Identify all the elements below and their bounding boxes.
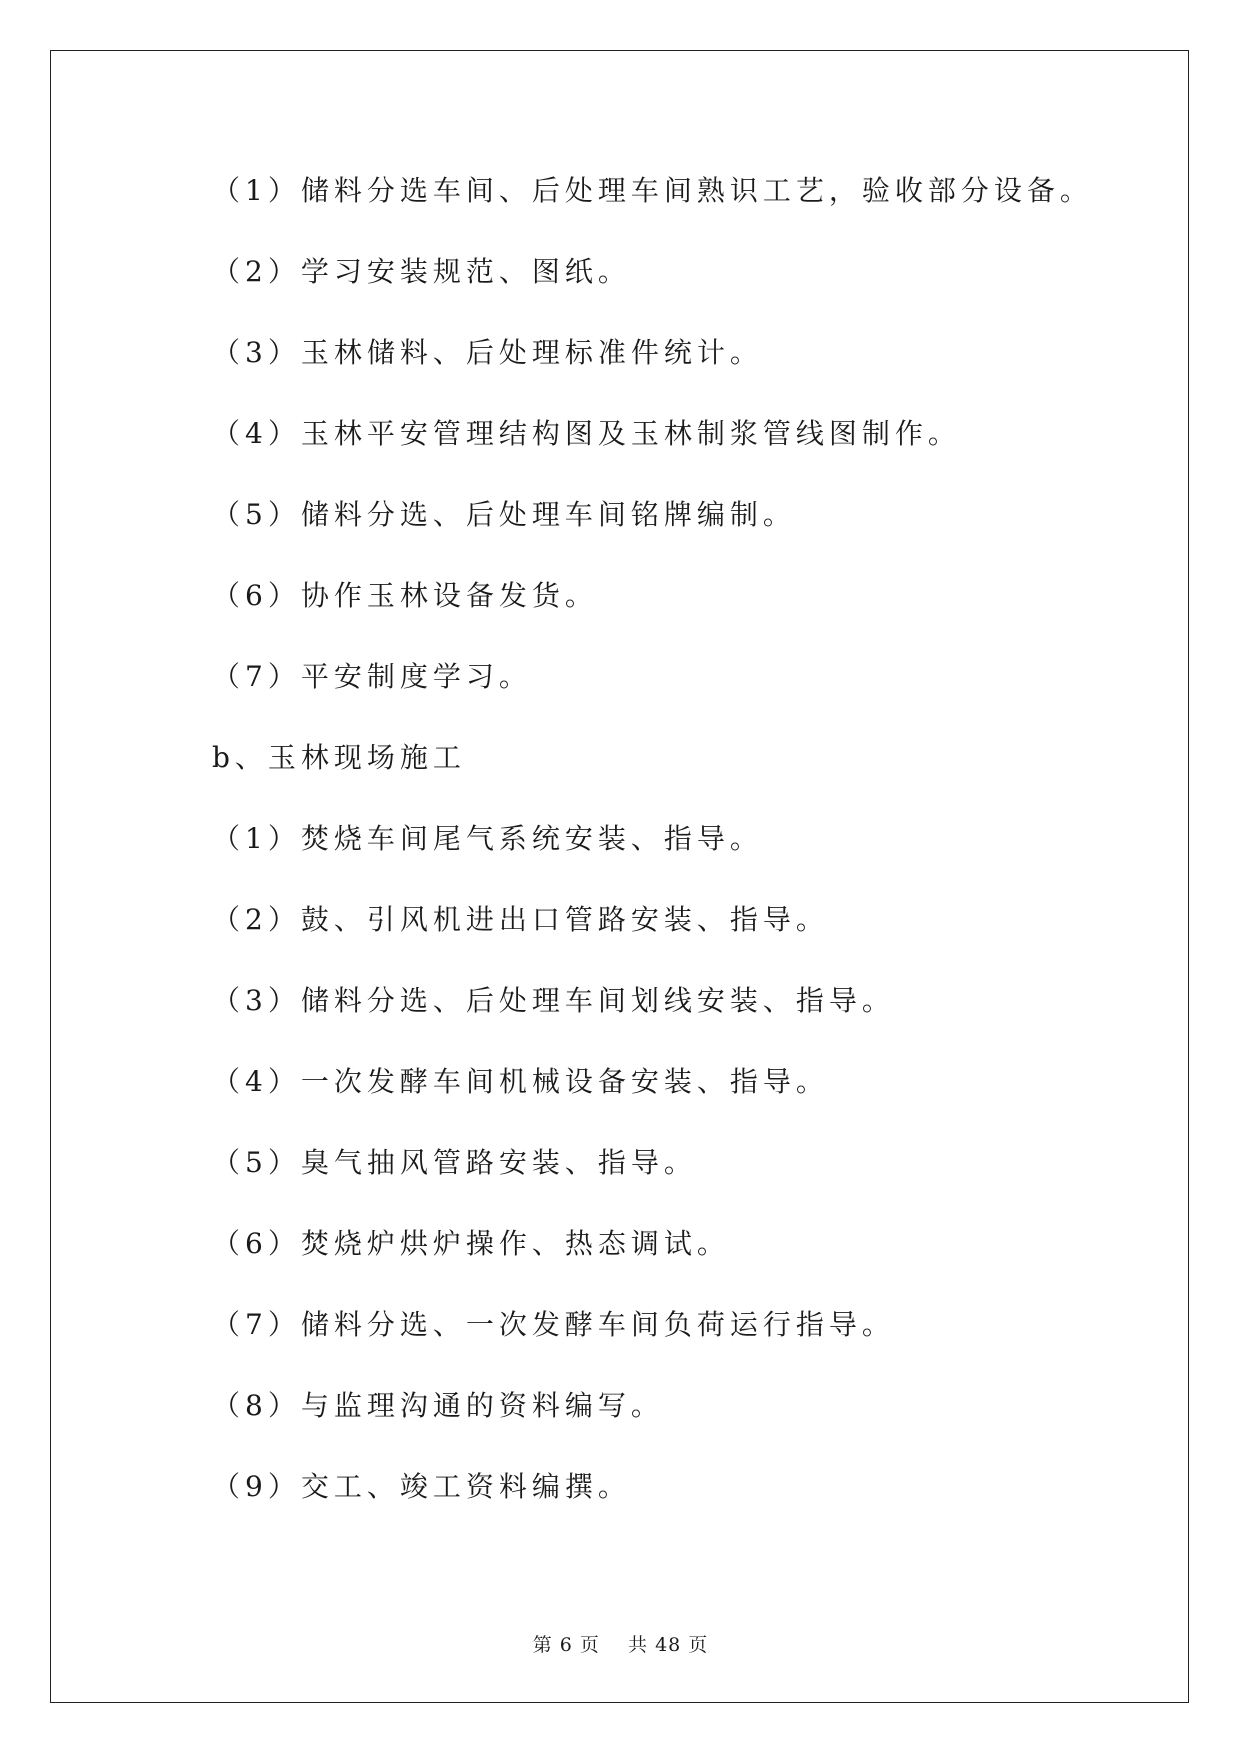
list-item: （2）鼓、引风机进出口管路安装、指导。: [212, 903, 829, 936]
list-item: （1）储料分选车间、后处理车间熟识工艺，验收部分设备。: [212, 174, 1093, 207]
list-item: （9）交工、竣工资料编撰。: [212, 1470, 631, 1503]
list-item: （2）学习安装规范、图纸。: [212, 255, 631, 288]
list-item: （5）储料分选、后处理车间铭牌编制。: [212, 498, 796, 531]
list-item: （7）储料分选、一次发酵车间负荷运行指导。: [212, 1308, 895, 1341]
list-item: （6）协作玉林设备发货。: [212, 579, 598, 612]
page-number: 第 6 页 共 48 页: [532, 1634, 709, 1656]
list-item: （8）与监理沟通的资料编写。: [212, 1389, 664, 1422]
list-item: （4）玉林平安管理结构图及玉林制浆管线图制作。: [212, 417, 961, 450]
list-item: （5）臭气抽风管路安装、指导。: [212, 1146, 697, 1179]
list-item: （3）储料分选、后处理车间划线安装、指导。: [212, 984, 895, 1017]
page-border: [50, 50, 1189, 1703]
list-item: （4）一次发酵车间机械设备安装、指导。: [212, 1065, 829, 1098]
list-item: （6）焚烧炉烘炉操作、热态调试。: [212, 1227, 730, 1260]
list-item: （7）平安制度学习。: [212, 660, 532, 693]
list-item: （1）焚烧车间尾气系统安装、指导。: [212, 822, 763, 855]
list-item: （3）玉林储料、后处理标准件统计。: [212, 336, 763, 369]
section-heading: b、玉林现场施工: [212, 741, 466, 774]
